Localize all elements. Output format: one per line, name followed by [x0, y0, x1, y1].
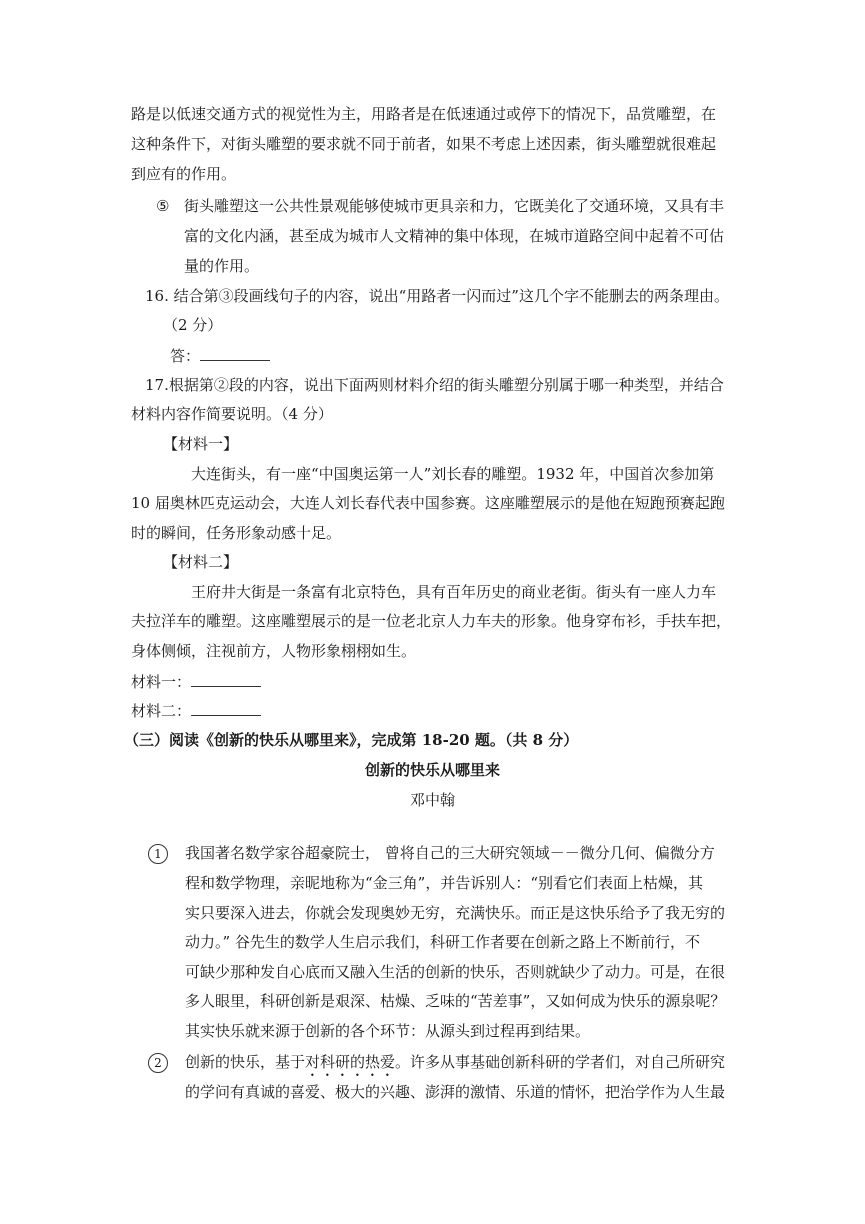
material-2-line-2: 夫拉洋车的雕塑。这座雕塑展示的是一位老北京人力车夫的形象。他身穿布衫，手扶车把， [131, 612, 732, 630]
q17-line-2: 材料内容作简要说明。（4 分） [131, 405, 333, 423]
p1-line-4: 动力。” 谷先生的数学人生启示我们，科研工作者要在创新之路上不断前行，不 [185, 933, 700, 951]
material-1-line-1: 大连街头，有一座“中国奥运第一人”刘长春的雕塑。1932 年，中国首次参加第 [191, 465, 715, 483]
p2-line-1-after: 。许多从事基础创新科研的学者们，对自己所研究 [395, 1053, 726, 1071]
material-1-line-2: 10 届奥林匹克运动会，大连人刘长春代表中国参赛。这座雕塑展示的是他在短跑预赛起跑 [131, 494, 725, 512]
material-2-answer-label: 材料二： [131, 702, 192, 720]
p2-line-2: 的学问有真诚的喜爱、极大的兴趣、澎湃的激情、乐道的情怀，把治学作为人生最 [185, 1083, 726, 1101]
material-1-answer-blank[interactable] [191, 671, 261, 687]
q16-line-2: （2 分） [163, 316, 223, 334]
p2-line-1-before: 创新的快乐，基于 [185, 1053, 306, 1071]
material-2-answer [131, 700, 261, 721]
p4-line-1: 路是以低速交通方式的视觉性为主，用路者是在低速通过或停下的情况下，品赏雕塑，在 [131, 105, 717, 123]
p1-marker: 1 [148, 844, 168, 864]
p1-line-3: 实只要深入进去，你就会发现奥妙无穷，充满快乐。而正是这快乐给予了我无穷的 [185, 904, 726, 922]
p5-marker: ⑤ [156, 197, 170, 215]
p1-line-1: 我国著名数学家谷超豪院士， 曾将自己的三大研究领域－－微分几何、偏微分方 [185, 844, 715, 862]
material-2-title: 【材料二】 [163, 553, 239, 571]
p1-line-2: 程和数学物理，亲昵地称为“金三角”，并告诉别人：“别看它们表面上枯燥，其 [185, 874, 704, 892]
q16-line-1: 16. 结合第③段画线句子的内容，说出“用路者一闪而过”这几个字不能删去的两条理由。 [145, 287, 729, 305]
material-2-line-3: 身体侧倾，注视前方，人物形象栩栩如生。 [131, 642, 417, 660]
p4-line-2: 这种条件下，对街头雕塑的要求就不同于前者，如果不考虑上述因素，街头雕塑就很难起 [131, 135, 717, 153]
article-author: 邓中翰 [409, 791, 455, 809]
p5-line-1: 街头雕塑这一公共性景观能够使城市更具亲和力，它既美化了交通环境，又具有丰 [184, 197, 725, 215]
p4-line-3: 到应有的作用。 [131, 165, 237, 183]
p2-marker: 2 [148, 1053, 168, 1073]
p1-line-5: 可缺少那种发自心底而又融入生活的创新的快乐，否则就缺少了动力。可是，在很 [185, 963, 726, 981]
q16-answer-label: 答： [170, 347, 201, 365]
material-2-answer-blank[interactable] [191, 700, 261, 716]
q16-answer-blank[interactable] [200, 345, 270, 361]
q17-line-1: 17.根据第②段的内容，说出下面两则材料介绍的街头雕塑分别属于哪一种类型，并结合 [145, 376, 724, 394]
p2-line-1 [185, 1052, 725, 1080]
material-2-line-1: 王府井大街是一条富有北京特色，具有百年历史的商业老街。街头有一座人力车 [191, 583, 717, 601]
p2-line-1-emphasis: 对科研的热爱 [305, 1053, 396, 1071]
material-1-answer-label: 材料一： [131, 673, 192, 691]
q16-answer [170, 345, 270, 366]
material-1-answer [131, 671, 261, 692]
p5-line-3: 量的作用。 [184, 257, 260, 275]
material-1-title: 【材料一】 [163, 435, 239, 453]
article-title: 创新的快乐从哪里来 [364, 761, 500, 779]
p5-line-2: 富的文化内涵，甚至成为城市人文精神的集中体现，在城市道路空间中起着不可估 [184, 227, 725, 245]
p1-line-7: 其实快乐就来源于创新的各个环节：从源头到过程再到结果。 [185, 1022, 591, 1040]
p1-line-6: 多人眼里，科研创新是艰深、枯燥、乏味的“苦差事”，又如何成为快乐的源泉呢？ [185, 992, 726, 1010]
material-1-line-3: 时的瞬间，任务形象动感十足。 [131, 524, 342, 542]
section-three-heading: （三）阅读《创新的快乐从哪里来》，完成第 18-20 题。（共 8 分） [124, 731, 579, 749]
